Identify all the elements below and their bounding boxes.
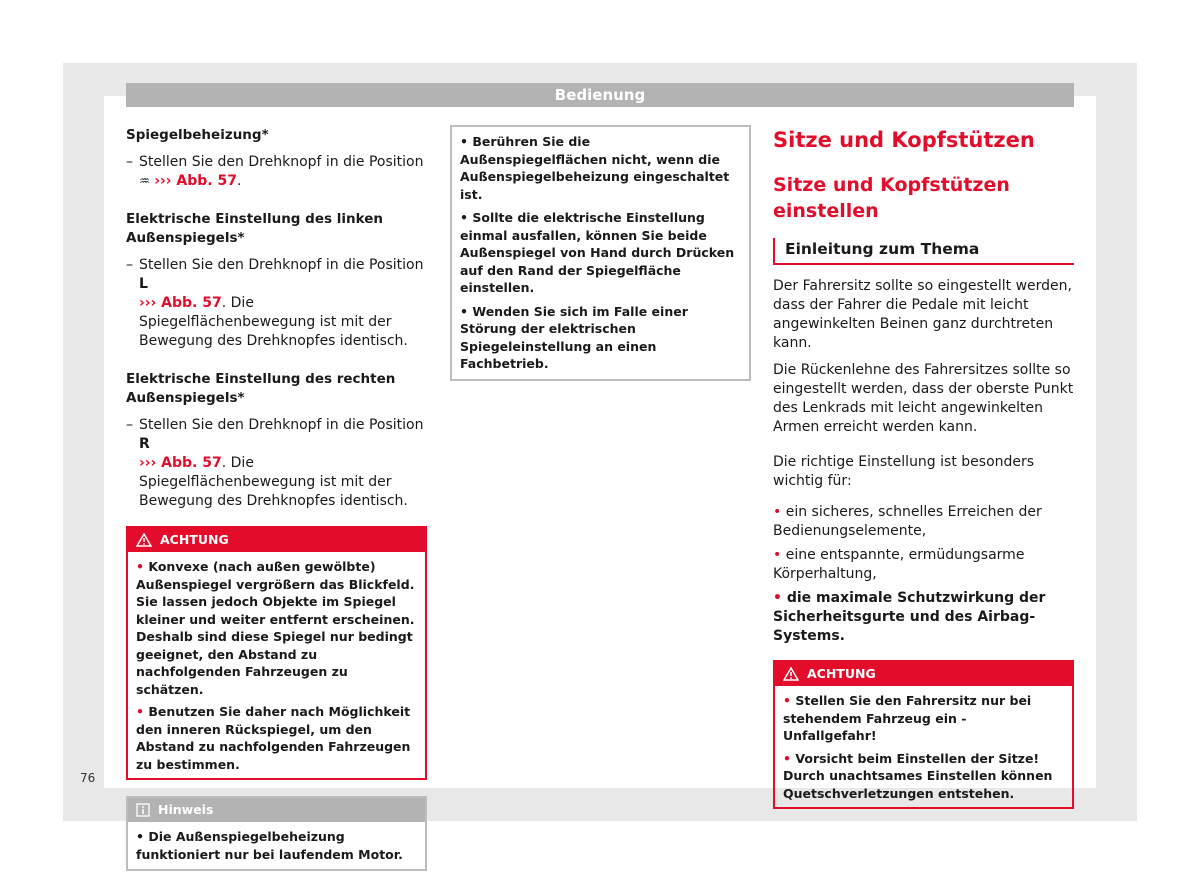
column-left: [126, 124, 427, 871]
instruction-text: Stellen Sie den Drehknopf in die Position: [139, 257, 424, 273]
dash-marker: –: [126, 417, 133, 433]
hint-text: Die Außenspiegelbeheizung funktioniert nur bei laufendem Motor.: [136, 829, 403, 862]
bullet-icon: •: [136, 704, 144, 719]
warning-triangle-icon: [783, 667, 799, 681]
note-text: Sollte die elektrische Einstellung einmal ausfallen, können Sie beide Außenspiegel von Hand durch Drücken auf den Rand der Spiegelfläche einstellen.: [460, 210, 735, 295]
hint-title: Hinweis: [158, 802, 214, 817]
list-item: • eine entspannte, ermüdungsarme Körperhaltung,: [773, 547, 1025, 582]
paragraph: Die Rückenlehne des Fahrersitzes sollte so eingestellt werden, dass der oberste Punkt des Lenkrads mit leicht angewinkelten Armen erreicht werden kann.: [773, 362, 1074, 435]
instruction-text: Stellen Sie den Drehknopf in die Position: [139, 154, 424, 170]
bullet-icon: •: [773, 547, 782, 563]
warning-text: Benutzen Sie daher nach Möglichkeit den inneren Rückspiegel, um den Abstand zu nachfolgenden Fahrzeugen zu bestimmen.: [136, 704, 411, 772]
warning-header: [128, 528, 425, 552]
column-middle: [450, 125, 751, 381]
figure-reference-link[interactable]: ››› Abb. 57: [139, 295, 222, 311]
section-title-right-mirror: Elektrische Einstellung des rechten Außenspiegels*: [126, 371, 396, 406]
warning-title: ACHTUNG: [807, 666, 876, 681]
paragraph: Der Fahrersitz sollte so eingestellt werden, dass der Fahrer die Pedale mit leicht angewinkelten Beinen ganz durchtreten kann.: [773, 278, 1072, 351]
hint-box: [126, 796, 427, 871]
warning-box: [773, 660, 1074, 809]
mirror-heating-icon: ♒: [139, 174, 150, 188]
chapter-title: Sitze und Kopfstützen: [773, 128, 1035, 152]
instruction-text: Stellen Sie den Drehknopf in die Position: [139, 417, 424, 433]
warning-text: Stellen Sie den Fahrersitz nur bei stehendem Fahrzeug ein - Unfallgefahr!: [783, 693, 1032, 743]
bullet-icon: •: [136, 559, 144, 574]
warning-body: [775, 686, 1072, 807]
figure-reference-link[interactable]: ››› Abb. 57: [154, 173, 237, 189]
column-right: [773, 124, 1074, 809]
warning-continuation-box: [450, 125, 751, 381]
warning-header: [775, 662, 1072, 686]
bullet-icon: •: [773, 590, 782, 606]
section-title-heating: Spiegelbeheizung*: [126, 127, 269, 143]
bullet-icon: •: [460, 303, 468, 319]
list-item: • die maximale Schutzwirkung der Sicherheitsgurte und des Airbag-Systems.: [773, 590, 1046, 644]
section-title: Sitze und Kopfstützen einstellen: [773, 174, 1010, 222]
dash-marker: –: [126, 257, 133, 273]
paragraph: Die richtige Einstellung ist besonders wichtig für:: [773, 454, 1035, 489]
bullet-icon: •: [460, 134, 468, 149]
warning-triangle-icon: [136, 533, 152, 547]
bullet-icon: •: [783, 693, 791, 708]
note-text: Berühren Sie die Außenspiegelflächen nicht, wenn die Außenspiegelbeheizung eingeschaltet ist.: [460, 134, 730, 202]
instruction-right-mirror: [126, 416, 427, 511]
dash-marker: –: [126, 154, 133, 170]
instruction-end: .: [236, 173, 242, 189]
left-position-icon: L: [139, 276, 148, 292]
bullet-icon: •: [773, 504, 782, 520]
bullet-icon: •: [783, 750, 791, 766]
subsection-title: Einleitung zum Thema: [773, 238, 1074, 265]
chapter-header: Bedienung: [126, 83, 1074, 107]
warning-box: [126, 526, 427, 780]
figure-reference-link[interactable]: ››› Abb. 57: [139, 455, 222, 471]
info-icon: [136, 803, 150, 817]
instruction-left-mirror: [126, 256, 427, 351]
instruction-heating: [126, 153, 427, 191]
page-number: 76: [80, 771, 96, 785]
section-title-left-mirror: Elektrische Einstellung des linken Außenspiegels*: [126, 211, 383, 246]
right-position-icon: R: [139, 436, 150, 452]
instruction-text: . Die Spiegelflächenbewegung ist mit der Bewegung des Drehknopfes identisch.: [139, 295, 408, 349]
list-item: • ein sicheres, schnelles Erreichen der Bedienungselemente,: [773, 504, 1042, 539]
bullet-icon: •: [460, 210, 468, 225]
hint-header: [128, 798, 425, 822]
bullet-icon: •: [136, 829, 144, 844]
warning-text: Vorsicht beim Einstellen der Sitze! Durch unachtsames Einstellen können Quetschverletzungen entstehen.: [783, 750, 1053, 801]
hint-body: [128, 822, 425, 869]
warning-title: ACHTUNG: [160, 532, 229, 547]
instruction-text: . Die Spiegelflächenbewegung ist mit der Bewegung des Drehknopfes identisch.: [139, 455, 408, 509]
note-text: Wenden Sie sich im Falle einer Störung der elektrischen Spiegeleinstellung an einen Fachbetrieb.: [460, 303, 688, 371]
warning-body: [128, 552, 425, 778]
warning-text: Konvexe (nach außen gewölbte) Außenspiegel vergrößern das Blickfeld. Sie lassen jedoch Objekte im Spiegel kleiner und weiter entfernt erscheinen. Deshalb sind diese Spiegel nur bedingt geeignet, den Abstand zu nachfolgenden Fahrzeugen zu schätzen.: [136, 559, 415, 697]
